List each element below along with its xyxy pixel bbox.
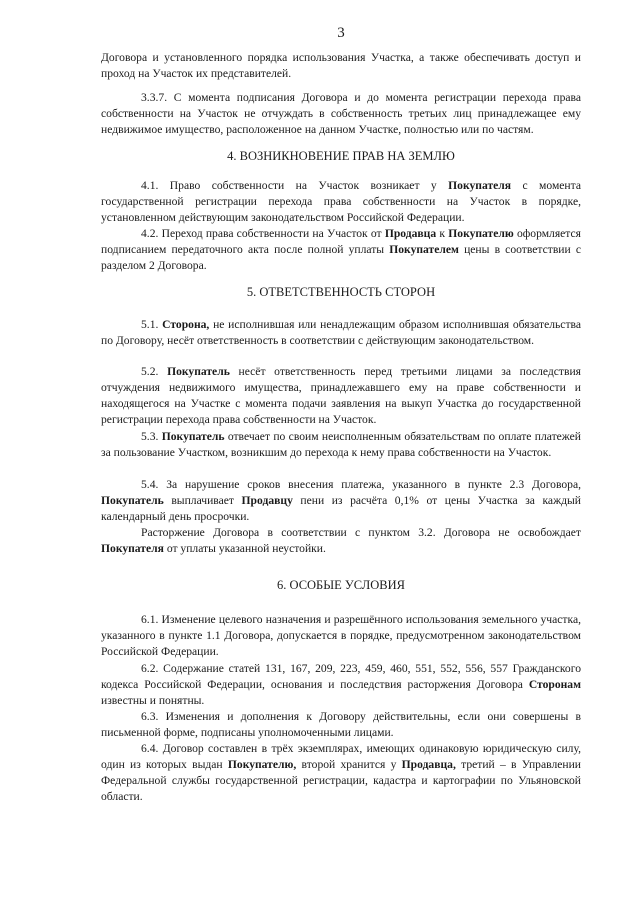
clause-5-4: 5.4. За нарушение сроков внесения платежа, указанного в пункте 2.3 Договора, Покупатель выплачивает Продавцу пени из расчёта 0,1% от цены Участка за каждый календарный день просрочки. <box>101 478 581 523</box>
clause-6-4: 6.4. Договор составлен в трёх экземплярах, имеющих одинаковую юридическую силу, один из которых выдан Покупателю, второй хранится у Продавца, третий – в Управлении Федеральной службы государственной регистрации, кадастра и картографии по Ульяновской области. <box>101 742 581 803</box>
clause-6-2: 6.2. Содержание статей 131, 167, 209, 223, 459, 460, 551, 552, 556, 557 Гражданского кодекса Российской Федерации, основания и последствия расторжения Договора Сторонам известны и понятны. <box>101 662 581 707</box>
clause-6-3: 6.3. Изменения и дополнения к Договору действительны, если они совершены в письменной форме, подписаны уполномоченными лицами. <box>101 710 581 739</box>
clause-5-2: 5.2. Покупатель несёт ответственность перед третьими лицами за последствия отчуждения недвижимого имущества, принадлежавшего ему на праве собственности и находящегося на Участке с момента подачи заявления на выкуп Участка до государственной регистрации перехода права собственности на Участок. <box>101 365 581 426</box>
section-4-heading: 4. ВОЗНИКНОВЕНИЕ ПРАВ НА ЗЕМЛЮ <box>227 149 455 163</box>
clause-6-1: 6.1. Изменение целевого назначения и разрешённого использования земельного участка, указанного в пункте 1.1 Договора, допускается в порядке, предусмотренном законодательством Российской Федерации. <box>101 613 581 658</box>
clause-termination: Расторжение Договора в соответствии с пунктом 3.2. Договора не освобождает Покупателя от уплаты указанной неустойки. <box>101 526 581 555</box>
intro-paragraph: Договора и установленного порядка использования Участка, а также обеспечивать доступ и проход на Участок их представителей. <box>101 51 581 80</box>
clause-5-3: 5.3. Покупатель отвечает по своим неисполненным обязательствам по оплате платежей за пользование Участком, возникшим до перехода к нему права собственности на Участок. <box>101 430 581 459</box>
clause-3-3-7: 3.3.7. С момента подписания Договора и до момента регистрации перехода права собственности на Участок не отчуждать в собственность третьих лиц принадлежащее ему недвижимое имущество, расположенное на данном Участке, полностью или по частям. <box>101 91 581 136</box>
section-6-heading: 6. ОСОБЫЕ УСЛОВИЯ <box>277 578 405 592</box>
clause-5-1: 5.1. Сторона, не исполнившая или ненадлежащим образом исполнившая обязательства по Договору, несёт ответственность в соответствии с действующим законодательством. <box>101 318 581 347</box>
clause-4-1: 4.1. Право собственности на Участок возникает у Покупателя с момента государственной регистрации перехода права собственности на Участок в порядке, установленном действующим законодательством Российской Федерации. <box>101 179 581 224</box>
section-5-heading: 5. ОТВЕТСТВЕННОСТЬ СТОРОН <box>246 285 436 299</box>
page-number: 3 <box>337 25 345 41</box>
clause-4-2: 4.2. Переход права собственности на Участок от Продавца к Покупателю оформляется подписанием передаточного акта после полной уплаты Покупателем цены в соответствии с разделом 2 Договора. <box>101 227 581 272</box>
